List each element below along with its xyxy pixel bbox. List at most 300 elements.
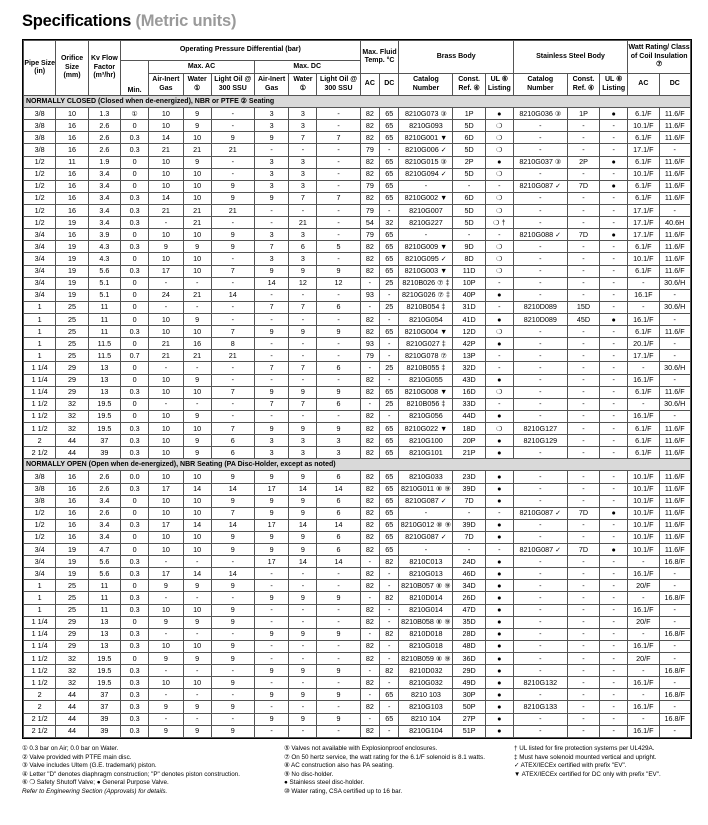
table-cell: 82 xyxy=(360,519,379,531)
table-cell: - xyxy=(254,616,289,628)
table-cell: 93 xyxy=(360,338,379,350)
table-cell: 17.1/F xyxy=(628,144,659,156)
table-cell: 3 xyxy=(254,253,289,265)
footnotes-col-3 xyxy=(514,745,661,779)
table-row xyxy=(24,156,691,168)
table-row xyxy=(24,180,691,192)
table-cell: 82 xyxy=(360,192,379,204)
table-cell: 14 xyxy=(149,192,184,204)
table-cell: 9 xyxy=(254,544,289,556)
table-cell: 14 xyxy=(183,519,211,531)
table-cell: 21 xyxy=(289,217,317,229)
table-cell: - xyxy=(628,689,659,701)
table-row xyxy=(24,531,691,543)
table-cell: 9 xyxy=(211,604,254,616)
table-cell: - xyxy=(254,350,289,362)
table-cell: 2.6 xyxy=(88,471,120,483)
table-cell: 14 xyxy=(183,568,211,580)
table-cell: 8210G132 xyxy=(513,677,567,689)
section-header xyxy=(24,459,691,471)
table-cell: ❍ xyxy=(485,132,513,144)
table-cell: 82 xyxy=(360,495,379,507)
footnote: ④ Letter "D" denotes diaphragm construction; "P" denotes piston construction. xyxy=(22,770,240,778)
table-cell: 79 xyxy=(360,144,379,156)
table-cell: ● xyxy=(485,677,513,689)
table-cell: ● xyxy=(485,156,513,168)
table-cell: 3/8 xyxy=(24,144,56,156)
table-cell: 11 xyxy=(88,604,120,616)
table-cell: 7 xyxy=(289,192,317,204)
table-cell: - xyxy=(513,616,567,628)
table-row xyxy=(24,725,691,737)
table-cell: 6 xyxy=(211,447,254,459)
table-cell: ❍ xyxy=(485,204,513,216)
table-cell: - xyxy=(360,398,379,410)
table-cell: 44 xyxy=(56,689,88,701)
table-cell: 3 xyxy=(289,156,317,168)
table-cell: 8210B026 ⑦ ‡ xyxy=(399,277,453,289)
table-cell: - xyxy=(289,653,317,665)
table-cell: 19.5 xyxy=(88,410,120,422)
table-cell: 10 xyxy=(149,435,184,447)
table-cell: - xyxy=(149,398,184,410)
table-cell: 40.6H xyxy=(659,217,691,229)
table-cell: 65 xyxy=(380,483,399,495)
table-cell: 7 xyxy=(254,301,289,313)
table-cell: 16 xyxy=(56,495,88,507)
table-cell: 7 xyxy=(254,241,289,253)
table-cell: 25 xyxy=(56,350,88,362)
table-cell: 9 xyxy=(254,665,289,677)
table-cell: 0 xyxy=(121,338,149,350)
table-cell: 17 xyxy=(254,556,289,568)
table-cell: - xyxy=(317,653,360,665)
table-cell: 19.5 xyxy=(88,398,120,410)
table-cell: - xyxy=(360,713,379,725)
table-cell: - xyxy=(254,640,289,652)
table-cell: 27P xyxy=(453,713,485,725)
table-cell: 29 xyxy=(56,362,88,374)
table-cell: 0 xyxy=(121,120,149,132)
table-cell: 65 xyxy=(380,326,399,338)
table-cell: 45D xyxy=(567,313,599,325)
table-cell: 8210D032 xyxy=(399,665,453,677)
table-cell: 7 xyxy=(211,507,254,519)
table-cell: 9 xyxy=(211,580,254,592)
table-cell: - xyxy=(380,653,399,665)
table-cell: - xyxy=(380,313,399,325)
table-cell: 2.6 xyxy=(88,144,120,156)
table-cell: 1/2 xyxy=(24,156,56,168)
table-cell: 9 xyxy=(254,628,289,640)
table-cell: 8210G127 xyxy=(513,422,567,434)
table-cell: 7 xyxy=(211,265,254,277)
table-cell: 9 xyxy=(183,241,211,253)
table-cell: 0.3 xyxy=(121,326,149,338)
section-label: NORMALLY OPEN (Open when de-energized), NBR Seating (PA Disc-Holder, except as noted) xyxy=(24,459,691,471)
table-cell: - xyxy=(289,374,317,386)
table-cell: 11.6/F xyxy=(659,544,691,556)
table-cell: 17 xyxy=(149,519,184,531)
table-cell: 11 xyxy=(88,313,120,325)
table-cell: 1 1/4 xyxy=(24,640,56,652)
table-cell: ● xyxy=(485,447,513,459)
table-cell: - xyxy=(380,616,399,628)
table-cell: - xyxy=(513,289,567,301)
table-cell: 14 xyxy=(317,556,360,568)
header-ac-air: Air-Inert Gas xyxy=(149,74,184,96)
table-cell: 82 xyxy=(380,556,399,568)
table-cell: 0 xyxy=(121,156,149,168)
table-cell: 82 xyxy=(360,568,379,580)
table-cell: 10.1/F xyxy=(628,253,659,265)
table-cell: 6 xyxy=(317,301,360,313)
table-cell: 21P xyxy=(453,447,485,459)
table-cell: 9 xyxy=(211,677,254,689)
table-cell: 11.6/F xyxy=(659,326,691,338)
table-cell: - xyxy=(659,204,691,216)
table-cell: 30.6/H xyxy=(659,362,691,374)
table-cell: 44 xyxy=(56,713,88,725)
table-cell: ❍ † xyxy=(485,217,513,229)
table-cell: 6 xyxy=(317,362,360,374)
table-row xyxy=(24,495,691,507)
table-cell: 37 xyxy=(88,435,120,447)
table-cell: 16.1/F xyxy=(628,410,659,422)
table-cell: 8210G012 ⑧ ⑨ xyxy=(399,519,453,531)
table-cell: 14 xyxy=(211,568,254,580)
table-cell: - xyxy=(567,495,599,507)
header-ac-oil: Light Oil @ 300 SSU xyxy=(211,74,254,96)
table-cell: 1 1/2 xyxy=(24,665,56,677)
table-cell: - xyxy=(567,471,599,483)
table-cell: 19 xyxy=(56,265,88,277)
table-cell: 1 xyxy=(24,580,56,592)
table-row xyxy=(24,580,691,592)
table-cell: 8210G013 xyxy=(399,568,453,580)
table-cell: 14 xyxy=(289,519,317,531)
table-cell: 6.1/F xyxy=(628,386,659,398)
table-cell: - xyxy=(600,677,628,689)
table-cell: 65 xyxy=(380,241,399,253)
table-cell: 9 xyxy=(211,701,254,713)
table-cell: 82 xyxy=(360,447,379,459)
table-cell: 16.1/F xyxy=(628,604,659,616)
table-cell: 9 xyxy=(183,725,211,737)
table-cell: - xyxy=(567,217,599,229)
table-cell: - xyxy=(513,592,567,604)
table-cell: - xyxy=(254,217,289,229)
table-cell: 8210G087 ✓ xyxy=(513,544,567,556)
table-cell: - xyxy=(485,362,513,374)
table-cell: - xyxy=(317,701,360,713)
table-cell: 1.3 xyxy=(88,108,120,120)
table-row xyxy=(24,192,691,204)
table-cell: 12 xyxy=(289,277,317,289)
table-cell: - xyxy=(254,725,289,737)
table-cell: - xyxy=(380,568,399,580)
table-cell: - xyxy=(567,398,599,410)
table-cell: - xyxy=(567,144,599,156)
table-cell: - xyxy=(149,277,184,289)
footnote: ‡ Must have solenoid mounted vertical and upright. xyxy=(514,753,657,761)
table-cell: 3.4 xyxy=(88,204,120,216)
table-cell: - xyxy=(659,653,691,665)
table-cell: - xyxy=(254,580,289,592)
table-cell: 0 xyxy=(121,580,149,592)
table-cell: 11.6/F xyxy=(659,120,691,132)
table-cell: - xyxy=(360,665,379,677)
table-cell: - xyxy=(149,689,184,701)
table-cell: 32 xyxy=(56,410,88,422)
footnote: ● Stainless steel disc-holder. xyxy=(284,779,365,787)
table-cell: ● xyxy=(485,289,513,301)
table-cell: ● xyxy=(485,495,513,507)
table-cell: 1/2 xyxy=(24,531,56,543)
table-cell: 82 xyxy=(360,422,379,434)
table-cell: - xyxy=(399,180,453,192)
table-cell: 0.3 xyxy=(121,665,149,677)
table-cell: - xyxy=(513,204,567,216)
table-cell: 7D xyxy=(453,495,485,507)
table-cell: 3.4 xyxy=(88,168,120,180)
table-cell: 24D xyxy=(453,556,485,568)
table-cell: - xyxy=(600,519,628,531)
table-cell: 11.6/F xyxy=(659,507,691,519)
table-cell: 3 xyxy=(289,435,317,447)
table-cell: 82 xyxy=(360,435,379,447)
table-cell: 7 xyxy=(211,326,254,338)
table-cell: 21 xyxy=(149,144,184,156)
table-row xyxy=(24,277,691,289)
table-cell: 11 xyxy=(88,592,120,604)
table-cell: 54 xyxy=(360,217,379,229)
table-cell: 10 xyxy=(149,447,184,459)
table-cell: - xyxy=(567,592,599,604)
table-cell: 11 xyxy=(88,301,120,313)
table-cell: - xyxy=(628,556,659,568)
table-cell: - xyxy=(485,544,513,556)
table-cell: ● xyxy=(485,410,513,422)
table-cell: 7 xyxy=(211,422,254,434)
table-cell: 1 1/4 xyxy=(24,616,56,628)
table-cell: - xyxy=(628,628,659,640)
table-cell: - xyxy=(453,229,485,241)
table-cell: 0 xyxy=(121,168,149,180)
table-cell: - xyxy=(513,556,567,568)
table-cell: 11 xyxy=(56,156,88,168)
table-cell: 10 xyxy=(183,544,211,556)
table-cell: - xyxy=(289,144,317,156)
table-cell: - xyxy=(317,410,360,422)
footnote: ⑧ AC construction also has PA seating. xyxy=(284,762,394,770)
table-cell: - xyxy=(211,362,254,374)
table-cell: 25 xyxy=(56,313,88,325)
table-cell: 26D xyxy=(453,592,485,604)
table-cell: ❍ xyxy=(485,326,513,338)
table-cell: 32 xyxy=(380,217,399,229)
table-cell: - xyxy=(567,204,599,216)
table-cell: - xyxy=(513,265,567,277)
table-cell: 14 xyxy=(149,132,184,144)
table-cell: - xyxy=(317,253,360,265)
table-cell: 0.3 xyxy=(121,677,149,689)
table-cell: 10 xyxy=(183,531,211,543)
table-cell: 3/4 xyxy=(24,556,56,568)
table-cell: 3 xyxy=(289,120,317,132)
table-cell: - xyxy=(289,580,317,592)
page-title xyxy=(22,12,236,31)
table-header xyxy=(24,41,691,96)
table-cell: 8210 104 xyxy=(399,713,453,725)
table-cell: 3 xyxy=(289,168,317,180)
footnotes-col-1 xyxy=(22,745,240,797)
table-cell: - xyxy=(567,483,599,495)
table-cell: 14 xyxy=(211,289,254,301)
table-cell: 16D xyxy=(453,386,485,398)
table-cell: - xyxy=(567,326,599,338)
table-cell: - xyxy=(513,386,567,398)
table-cell: 48D xyxy=(453,640,485,652)
table-cell: - xyxy=(659,604,691,616)
header-ss-ul: UL ⑥ Listing xyxy=(600,74,628,96)
table-cell: 7 xyxy=(317,192,360,204)
table-cell: 3/4 xyxy=(24,568,56,580)
table-cell: 3.4 xyxy=(88,519,120,531)
table-cell: - xyxy=(513,531,567,543)
table-cell: 21 xyxy=(183,217,211,229)
table-row xyxy=(24,398,691,410)
table-cell: 9 xyxy=(149,616,184,628)
table-cell: 0.0 xyxy=(121,471,149,483)
table-cell: 9 xyxy=(211,192,254,204)
table-cell: 8210G032 xyxy=(399,677,453,689)
table-cell: - xyxy=(317,338,360,350)
table-cell: 39D xyxy=(453,519,485,531)
table-cell: 3/4 xyxy=(24,229,56,241)
table-cell: - xyxy=(600,495,628,507)
table-cell: - xyxy=(513,277,567,289)
table-cell: 8210G026 ⑦ ‡ xyxy=(399,289,453,301)
table-cell: - xyxy=(600,277,628,289)
header-temp-ac: AC xyxy=(360,74,379,96)
table-cell: 8210G002 ▼ xyxy=(399,192,453,204)
table-cell: 32 xyxy=(56,398,88,410)
table-cell: 3.4 xyxy=(88,192,120,204)
table-cell: 10 xyxy=(183,422,211,434)
table-cell: 7 xyxy=(289,301,317,313)
table-cell: - xyxy=(600,350,628,362)
table-cell: - xyxy=(513,132,567,144)
table-cell: 1.9 xyxy=(88,156,120,168)
table-cell: 65 xyxy=(380,180,399,192)
table-cell: - xyxy=(254,289,289,301)
table-cell: 0 xyxy=(121,253,149,265)
table-cell: 1 1/2 xyxy=(24,677,56,689)
table-cell: 1/2 xyxy=(24,192,56,204)
table-cell: 7D xyxy=(453,531,485,543)
table-cell: 35D xyxy=(453,616,485,628)
table-cell: - xyxy=(600,616,628,628)
table-cell: 8210G004 ▼ xyxy=(399,326,453,338)
table-cell: 6.1/F xyxy=(628,241,659,253)
table-cell: - xyxy=(360,362,379,374)
table-cell: - xyxy=(513,495,567,507)
table-cell: 65 xyxy=(380,168,399,180)
table-cell: 10 xyxy=(149,326,184,338)
table-cell: - xyxy=(567,289,599,301)
table-cell: 10P xyxy=(453,277,485,289)
table-cell: 9 xyxy=(254,531,289,543)
table-cell: 11.6/F xyxy=(659,241,691,253)
table-cell: - xyxy=(513,410,567,422)
table-cell: 82 xyxy=(360,108,379,120)
table-cell: 25 xyxy=(56,580,88,592)
table-cell: ❍ xyxy=(485,241,513,253)
table-cell: 65 xyxy=(380,229,399,241)
table-cell: 8210G087 ✓ xyxy=(513,507,567,519)
table-cell: 17.1/F xyxy=(628,229,659,241)
table-cell: 9 xyxy=(211,616,254,628)
table-cell: 17 xyxy=(149,568,184,580)
table-row xyxy=(24,374,691,386)
table-cell: 3 xyxy=(289,447,317,459)
table-cell: - xyxy=(600,374,628,386)
table-cell: 3.4 xyxy=(88,531,120,543)
table-cell: 25 xyxy=(56,326,88,338)
table-cell: - xyxy=(149,592,184,604)
table-cell: - xyxy=(317,217,360,229)
table-cell: 9 xyxy=(183,108,211,120)
table-cell: 3 xyxy=(254,229,289,241)
table-cell: 1P xyxy=(453,108,485,120)
table-cell: - xyxy=(380,725,399,737)
table-cell: 16 xyxy=(56,204,88,216)
table-cell: - xyxy=(380,604,399,616)
header-watt-rating: Watt Rating/ Class of Coil Insulation ⑦ xyxy=(628,41,691,74)
table-cell: 10 xyxy=(183,604,211,616)
table-cell: - xyxy=(380,677,399,689)
table-cell: 5D xyxy=(453,204,485,216)
table-cell: - xyxy=(289,604,317,616)
table-cell: 1 xyxy=(24,592,56,604)
table-cell: - xyxy=(380,144,399,156)
table-cell: - xyxy=(513,447,567,459)
table-cell: 9 xyxy=(183,410,211,422)
table-cell: ● xyxy=(485,665,513,677)
table-cell: 29 xyxy=(56,386,88,398)
table-cell: 1/2 xyxy=(24,180,56,192)
table-cell: 16 xyxy=(183,338,211,350)
table-cell: 9 xyxy=(149,725,184,737)
table-cell: 0.3 xyxy=(121,217,149,229)
table-cell: - xyxy=(211,156,254,168)
header-brass-catalog: Catalog Number xyxy=(399,74,453,96)
table-cell: 16 xyxy=(56,519,88,531)
table-cell: - xyxy=(513,471,567,483)
table-cell: 9 xyxy=(183,580,211,592)
table-cell: 8210G093 xyxy=(399,120,453,132)
table-cell: 0 xyxy=(121,507,149,519)
table-cell: 79 xyxy=(360,204,379,216)
table-cell: ● xyxy=(485,435,513,447)
table-cell: 10 xyxy=(149,313,184,325)
table-cell: - xyxy=(149,713,184,725)
table-cell: 3 xyxy=(317,435,360,447)
table-cell: 8210B056 ‡ xyxy=(399,398,453,410)
table-cell: 17 xyxy=(254,483,289,495)
table-cell: - xyxy=(600,435,628,447)
